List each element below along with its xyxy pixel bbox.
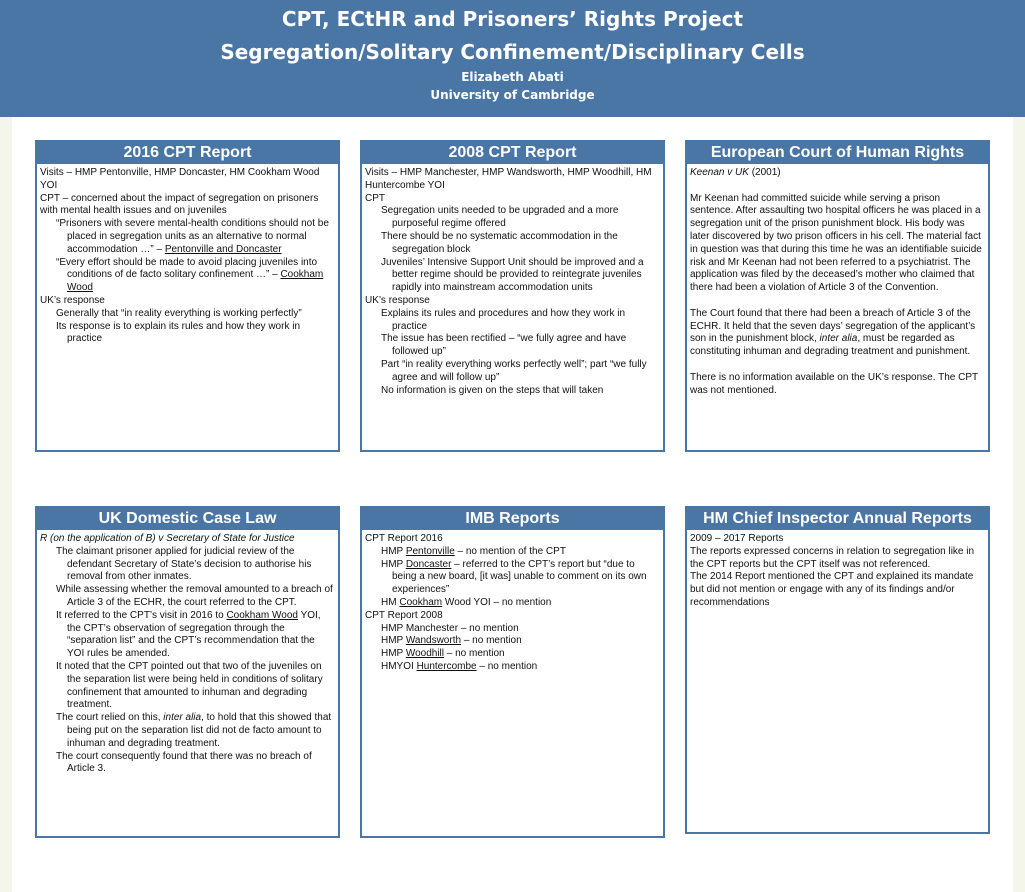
panel-2008-cpt-report <box>360 140 665 452</box>
point-text: It referred to the CPT’s visit in 2016 to <box>56 609 227 621</box>
response-item: No information is given on the steps that will taken <box>381 384 604 396</box>
uk-response-heading: UK’s response <box>365 294 430 306</box>
panel-title: European Court of Human Rights <box>687 142 988 164</box>
response-item: Its response is to explain its rules and how they work in practice <box>56 320 301 345</box>
quote-source: Cookham Wood <box>67 269 324 294</box>
quote-text <box>40 257 334 295</box>
case-name: Keenan v UK <box>690 167 749 178</box>
panel-body <box>362 530 663 677</box>
poster-content-area <box>12 117 1013 892</box>
case-year: (2001) <box>748 167 781 178</box>
prison-prefix: HMP <box>381 635 406 647</box>
cpt-heading: CPT <box>365 192 385 204</box>
prison-entry: HMP Manchester – no mention <box>381 622 519 634</box>
prison-name: Pentonville <box>405 545 455 557</box>
prison-name: Cookham Wood <box>226 609 298 621</box>
prison-name: Huntercombe <box>416 660 477 672</box>
quote-body: “Every effort should be made to avoid placing juveniles into conditions of de facto solitary confinement …” – <box>56 256 318 281</box>
case-citation <box>690 167 984 180</box>
case-point: The court consequently found that there was no breach of Article 3. <box>56 750 312 775</box>
panel-body <box>37 164 338 349</box>
case-point: It noted that the CPT pointed out that two of the juveniles on the separation list were being held in conditions of solitary confinement that amounted to inhuman and degrading treatment. <box>56 660 323 711</box>
finding-text: , must be regarded as constituting inhuman and degrading treatment and punishment. <box>690 333 971 358</box>
court-finding <box>690 308 984 359</box>
quote-body: “Prisoners with severe mental-health conditions should not be placed in segregation units as an alternative to normal accommodation …” – <box>56 218 329 255</box>
panel-title: 2008 CPT Report <box>362 142 663 164</box>
prison-note: – no mention <box>476 660 538 672</box>
cpt-finding-item: Juveniles’ Intensive Support Unit should be improved and a better regime should be provided to reintegrate juveniles rapidly into mainstream accommodation units <box>381 256 644 294</box>
report-years: 2009 – 2017 Reports <box>690 533 784 544</box>
panel-title: 2016 CPT Report <box>37 142 338 164</box>
panel-european-court <box>685 140 990 452</box>
report-heading: CPT Report 2016 <box>365 533 443 544</box>
prison-entry <box>365 597 659 610</box>
response-item: Part “in reality everything works perfectly well”; part “we fully agree and will follow up” <box>381 358 647 383</box>
panel-imb-reports <box>360 506 665 838</box>
prison-entry <box>365 648 659 661</box>
prison-note: Wood YOI – no mention <box>442 596 552 608</box>
visits-text: Visits – HMP Manchester, HMP Wandsworth, HMP Woodhill, HM Huntercombe YOI <box>365 167 652 191</box>
panel-2016-cpt-report <box>35 140 340 452</box>
prison-name: Woodhill <box>405 648 444 660</box>
author-affiliation: University of Cambridge <box>430 88 595 102</box>
report-summary: The 2014 Report mentioned the CPT and explained its mandate but did not mention or engage with any of its findings and/or recommendations <box>690 571 974 608</box>
prison-prefix: HMP <box>381 558 406 570</box>
prison-prefix: HM <box>381 596 400 608</box>
prison-note: – no mention of the CPT <box>454 545 566 557</box>
response-item: Generally that “in reality everything is working perfectly” <box>56 307 302 319</box>
panel-title: IMB Reports <box>362 508 663 530</box>
prison-prefix: HMP <box>381 648 406 660</box>
poster-title: CPT, ECtHR and Prisoners’ Rights Project <box>281 7 744 31</box>
case-name: R (on the application of B) v Secretary of State for Justice <box>40 533 295 544</box>
prison-name: Cookham <box>399 596 443 608</box>
prison-note: – referred to the CPT’s report but “due to being a new board, [it was] unable to comment on its own experiences” <box>392 558 647 596</box>
quote-text <box>40 218 334 256</box>
report-heading: CPT Report 2008 <box>365 609 443 621</box>
prison-entry <box>365 635 659 648</box>
case-point: While assessing whether the removal amounted to a breach of Article 3 of the ECHR, the court referred to the CPT. <box>56 584 333 608</box>
uk-response-note: There is no information available on the UK’s response. The CPT was not mentioned. <box>690 371 978 396</box>
case-point <box>40 610 334 661</box>
latin-term: inter alia <box>163 712 202 724</box>
panel-hm-chief-inspector <box>685 506 990 834</box>
prison-entry <box>365 559 659 597</box>
cpt-finding-item: Segregation units needed to be upgraded and a more purposeful regime offered <box>381 205 619 230</box>
case-point: The claimant prisoner applied for judicial review of the defendant Secretary of State’s decision to authorise his removal from other inmates. <box>56 545 312 583</box>
case-point <box>40 712 334 750</box>
response-item: Explains its rules and procedures and how they work in practice <box>381 307 626 332</box>
prison-prefix: HMP <box>381 545 406 557</box>
panel-title: UK Domestic Case Law <box>37 508 338 530</box>
prison-note: – no mention <box>461 635 522 647</box>
case-facts: Mr Keenan had committed suicide while serving a prison sentence. After assaulting two hospital officers he was placed in a segregation unit of the prison punishment block. His body was later discovered by two prison officers in his cell. The material fact in question was that during this time he was an identifiable suicide risk and Mr Keenan had not been referred to a psychiatrist. The application was filed by the deceased’s mother who claimed that there had been a violation of Article 3 of the Convention. <box>690 192 982 294</box>
prison-entry <box>365 546 659 559</box>
prison-name: Doncaster <box>405 558 452 570</box>
panel-title: HM Chief Inspector Annual Reports <box>687 508 988 530</box>
prison-entry <box>365 661 659 674</box>
cpt-finding-item: There should be no systematic accommodation in the segregation block <box>381 230 618 255</box>
poster-header <box>0 0 1025 117</box>
panel-uk-domestic-case-law <box>35 506 340 838</box>
uk-response-heading: UK’s response <box>40 294 105 306</box>
response-item: The issue has been rectified – “we fully agree and have followed up” <box>381 333 627 358</box>
panel-body <box>362 164 663 400</box>
quote-source: Pentonville and Doncaster <box>164 243 282 255</box>
latin-term: inter alia <box>819 333 858 345</box>
author-name: Elizabeth Abati <box>461 70 564 84</box>
point-text: The court relied on this, <box>56 712 164 724</box>
visits-text: Visits – HMP Pentonville, HMP Doncaster, HM Cookham Wood YOI <box>40 167 320 191</box>
finding-text: The Court found that there had been a breach of Article 3 of the ECHR. It held that the seven days’ segregation of the applicant’s son in the punishment block, <box>690 307 976 345</box>
panel-body <box>687 164 988 400</box>
point-text: YOI, the CPT’s observation of segregation through the “separation list” and the CPT’s recommendation that the YOI rules be amended. <box>67 609 321 660</box>
point-text: , to hold that this showed that being put on the separation list did not de facto amount to inhuman and degrading treatment. <box>67 712 332 749</box>
report-summary: The reports expressed concerns in relation to segregation like in the CPT reports but the CPT itself was not referenced. <box>690 545 975 570</box>
concern-text: CPT – concerned about the impact of segregation on prisoners with mental health issues and on juveniles <box>40 192 319 217</box>
panel-body <box>37 530 338 779</box>
prison-name: Wandsworth <box>405 635 462 647</box>
panel-body <box>687 530 988 613</box>
prison-prefix: HMYOI <box>381 660 417 672</box>
poster-subtitle: Segregation/Solitary Confinement/Disciplinary Cells <box>220 40 805 64</box>
prison-note: – no mention <box>444 648 505 660</box>
